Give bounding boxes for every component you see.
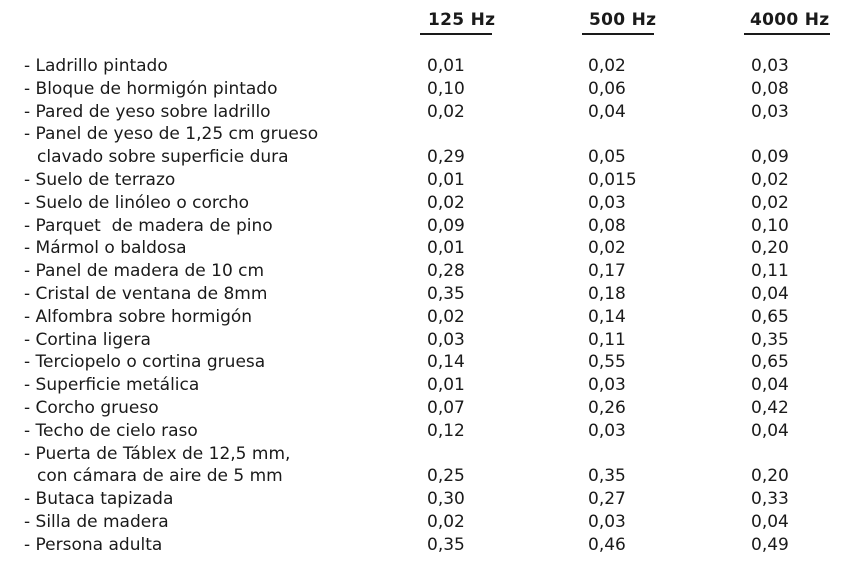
table-row (0, 55, 848, 78)
material-name (24, 374, 199, 397)
header-underline-125hz (420, 33, 492, 35)
coefficient-500hz: 0,03 (588, 420, 626, 441)
material-name (24, 283, 267, 306)
coefficient-125hz: 0,35 (427, 283, 465, 304)
coefficient-4000hz: 0,49 (751, 534, 789, 555)
coefficient-4000hz: 0,03 (751, 56, 789, 76)
material-label: - Superficie metálica (24, 375, 200, 396)
table-row (0, 488, 848, 511)
material-label: - Bloque de hormigón pintado (24, 78, 278, 99)
coefficient-500hz: 0,05 (588, 147, 626, 168)
material-label: - Ladrillo pintado (24, 56, 168, 76)
coefficient-125hz: 0,35 (427, 534, 465, 555)
material-name (24, 260, 264, 283)
material-name (24, 306, 252, 329)
material-name (24, 78, 278, 101)
table-row (0, 443, 848, 489)
table-row (0, 420, 848, 443)
material-label: - Alfombra sobre hormigón (24, 306, 253, 327)
material-name (24, 351, 265, 374)
coefficient-125hz: 0,28 (427, 261, 465, 282)
coefficient-500hz: 0,08 (588, 215, 626, 236)
coefficient-4000hz: 0,10 (751, 215, 789, 236)
coefficient-500hz: 0,46 (588, 534, 626, 555)
material-name (24, 488, 173, 511)
material-label: - Suelo de terrazo (24, 169, 176, 190)
coefficient-125hz: 0,29 (427, 147, 465, 168)
material-label-continued: con cámara de aire de 5 mm (37, 466, 283, 487)
coefficient-500hz: 0,11 (588, 329, 626, 350)
coefficient-500hz: 0,35 (588, 466, 626, 487)
table-row (0, 192, 848, 215)
coefficient-125hz: 0,02 (427, 192, 465, 213)
coefficient-125hz: 0,01 (427, 238, 465, 259)
material-label: - Mármol o baldosa (24, 238, 187, 259)
coefficient-4000hz: 0,65 (751, 352, 789, 373)
coefficient-4000hz: 0,04 (751, 375, 789, 396)
coefficient-4000hz: 0,33 (751, 489, 789, 510)
coefficient-500hz: 0,06 (588, 78, 626, 99)
header-underline-500hz (582, 33, 654, 35)
coefficient-125hz: 0,01 (427, 375, 465, 396)
coefficient-125hz: 0,14 (427, 352, 465, 373)
coefficient-125hz: 0,07 (427, 397, 465, 418)
coefficient-500hz: 0,03 (588, 192, 626, 213)
coefficient-125hz: 0,01 (427, 56, 465, 76)
material-name (24, 534, 162, 557)
material-label: - Cristal de ventana de 8mm (24, 283, 268, 304)
table-row (0, 101, 848, 124)
header-underline-4000hz (744, 33, 830, 35)
header-500hz: 500 Hz (589, 10, 657, 30)
coefficient-500hz: 0,015 (588, 169, 637, 190)
material-name (24, 215, 273, 238)
material-label: - Silla de madera (24, 511, 169, 532)
header-125hz: 125 Hz (428, 10, 496, 30)
coefficient-4000hz: 0,02 (751, 192, 789, 213)
coefficient-125hz: 0,10 (427, 78, 465, 99)
material-label: - Persona adulta (24, 534, 163, 555)
material-name (24, 55, 168, 78)
material-label: - Terciopelo o cortina gruesa (24, 352, 266, 373)
coefficient-125hz: 0,02 (427, 511, 465, 532)
table-row (0, 374, 848, 397)
coefficient-4000hz: 0,09 (751, 147, 789, 168)
coefficient-500hz: 0,27 (588, 489, 626, 510)
table-row (0, 169, 848, 192)
header-4000hz: 4000 Hz (750, 10, 830, 30)
coefficient-4000hz: 0,11 (751, 261, 789, 282)
coefficient-500hz: 0,18 (588, 283, 626, 304)
coefficient-125hz: 0,30 (427, 489, 465, 510)
coefficient-125hz: 0,09 (427, 215, 465, 236)
coefficient-500hz: 0,02 (588, 56, 626, 76)
coefficient-500hz: 0,02 (588, 238, 626, 259)
material-label: - Cortina ligera (24, 329, 151, 350)
table-row (0, 351, 848, 374)
material-label: - Corcho grueso (24, 397, 159, 418)
coefficient-4000hz: 0,08 (751, 78, 789, 99)
table-row (0, 329, 848, 352)
coefficient-4000hz: 0,20 (751, 466, 789, 487)
coefficient-500hz: 0,03 (588, 511, 626, 532)
table-row (0, 78, 848, 101)
coefficient-125hz: 0,02 (427, 306, 465, 327)
material-name (24, 511, 169, 534)
coefficient-125hz: 0,02 (427, 101, 465, 122)
coefficient-4000hz: 0,03 (751, 101, 789, 122)
table-row (0, 237, 848, 260)
material-name (24, 420, 198, 443)
coefficient-500hz: 0,17 (588, 261, 626, 282)
coefficient-4000hz: 0,04 (751, 283, 789, 304)
table-row (0, 260, 848, 283)
material-name (24, 397, 159, 420)
coefficient-4000hz: 0,04 (751, 511, 789, 532)
material-label-continued: clavado sobre superficie dura (37, 147, 289, 168)
material-label: - Panel de madera de 10 cm (24, 261, 265, 282)
coefficient-500hz: 0,04 (588, 101, 626, 122)
table-body (0, 55, 848, 557)
material-label: - Suelo de linóleo o corcho (24, 192, 250, 213)
coefficient-500hz: 0,26 (588, 397, 626, 418)
coefficient-125hz: 0,03 (427, 329, 465, 350)
coefficient-4000hz: 0,02 (751, 169, 789, 190)
material-name (24, 192, 249, 215)
coefficient-4000hz: 0,04 (751, 420, 789, 441)
material-label: - Pared de yeso sobre ladrillo (24, 101, 271, 122)
material-name (24, 237, 187, 260)
material-name (24, 123, 318, 169)
coefficient-500hz: 0,14 (588, 306, 626, 327)
coefficient-125hz: 0,01 (427, 169, 465, 190)
coefficient-4000hz: 0,42 (751, 397, 789, 418)
coefficient-125hz: 0,25 (427, 466, 465, 487)
table-row (0, 283, 848, 306)
material-label: - Techo de cielo raso (24, 420, 198, 441)
table-row (0, 397, 848, 420)
table-row (0, 511, 848, 534)
coefficient-4000hz: 0,20 (751, 238, 789, 259)
coefficient-4000hz: 0,65 (751, 306, 789, 327)
material-name (24, 169, 175, 192)
material-label: - Butaca tapizada (24, 489, 174, 510)
material-name (24, 443, 290, 489)
coefficient-125hz: 0,12 (427, 420, 465, 441)
material-name (24, 101, 271, 124)
material-label: - Panel de yeso de 1,25 cm grueso (24, 124, 319, 145)
coefficient-4000hz: 0,35 (751, 329, 789, 350)
coefficient-500hz: 0,03 (588, 375, 626, 396)
table-row (0, 215, 848, 238)
material-label: - Puerta de Táblex de 12,5 mm, (24, 443, 291, 464)
material-name (24, 329, 151, 352)
table-row (0, 306, 848, 329)
table-row (0, 534, 848, 557)
coefficient-500hz: 0,55 (588, 352, 626, 373)
table-row (0, 123, 848, 169)
material-label: - Parquet de madera de pino (24, 215, 273, 236)
